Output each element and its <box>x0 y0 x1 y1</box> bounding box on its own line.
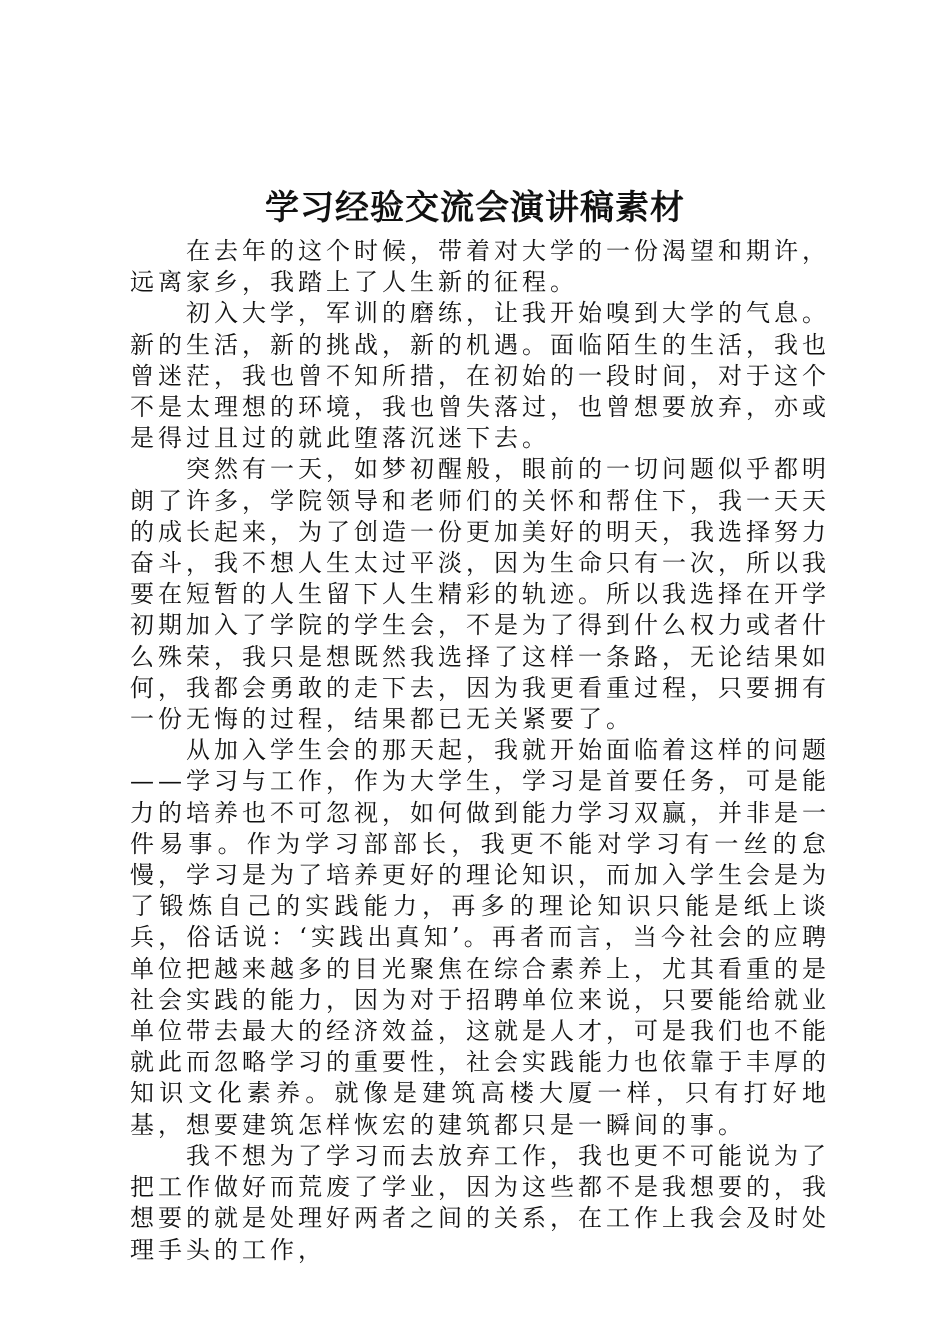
paragraph-3: 突然有一天，如梦初醒般，眼前的一切问题似乎都明朗了许多，学院领导和老师们的关怀和帮住下，我一天天的成长起来，为了创造一份更加美好的明天，我选择努力奋斗，我不想人生太过平淡，因为生命只有一次，所以我要在短暂的人生留下人生精彩的轨迹。所以我选择在开学初期加入了学院的学生会，不是为了得到什么权力或者什么殊荣，我只是想既然我选择了这样一条路，无论结果如何，我都会勇敢的走下去，因为我更看重过程，只要拥有一份无悔的过程，结果都已无关紧要了。 <box>130 455 830 734</box>
paragraph-1: 在去年的这个时候，带着对大学的一份渴望和期许，远离家乡，我踏上了人生新的征程。 <box>130 237 830 297</box>
paragraph-5: 我不想为了学习而去放弃工作，我也更不可能说为了把工作做好而荒废了学业，因为这些都不是我想要的，我想要的就是处理好两者之间的关系，在工作上我会及时处理手头的工作， <box>130 1141 830 1264</box>
document-body <box>130 236 830 1266</box>
paragraph-2: 初入大学，军训的磨练，让我开始嗅到大学的气息。新的生活，新的挑战，新的机遇。面临陌生的生活，我也曾迷茫，我也曾不知所措，在初始的一段时间，对于这个不是太理想的环境，我也曾失落过，也曾想要放弃，亦或是得过且过的就此堕落沉迷下去。 <box>130 299 830 453</box>
paragraph-4: 从加入学生会的那天起，我就开始面临着这样的问题——学习与工作，作为大学生，学习是首要任务，可是能力的培养也不可忽视，如何做到能力学习双赢，并非是一件易事。作为学习部部长，我更不能对学习有一丝的怠慢，学习是为了培养更好的理论知识，而加入学生会是为了锻炼自己的实践能力，再多的理论知识只能是纸上谈兵，俗话说：‘实践出真知’。再者而言，当今社会的应聘单位把越来越多的目光聚焦在综合素养上，尤其看重的是社会实践的能力，因为对于招聘单位来说，只要能给就业单位带去最大的经济效益，这就是人才，可是我们也不能就此而忽略学习的重要性，社会实践能力也依靠于丰厚的知识文化素养。就像是建筑高楼大厦一样，只有打好地基，想要建筑怎样恢宏的建筑都只是一瞬间的事。 <box>130 736 830 1139</box>
document-title: 学习经验交流会演讲稿素材 <box>265 188 685 228</box>
